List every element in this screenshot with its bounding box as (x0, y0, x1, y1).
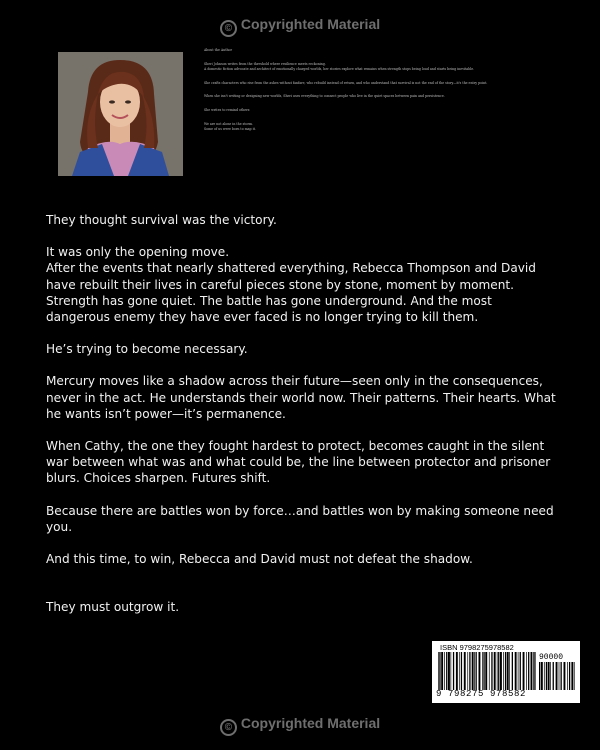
bio-paragraph: When she isn't writing or designing new worlds, Sheri uses everything to connect people who live in the quiet spaces between pain and persistence. (204, 94, 445, 99)
bio-paragraph: Sheri Johnson writes from the threshold where resilience meets reckoning. (204, 61, 326, 66)
blurb-paragraph: When Cathy, the one they fought hardest to protect, becomes caught in the silent war between what was and what could be, the line between protector and prisoner blurs. Choices sharpen. Futures shift. (46, 439, 551, 486)
watermark-text: Copyrighted Material (240, 16, 381, 32)
isbn-barcode (432, 641, 580, 703)
author-bio (204, 48, 549, 141)
bio-paragraph: She writes to remind others: (204, 107, 251, 112)
barcode-bars (438, 652, 538, 690)
bio-paragraph: A domestic fiction advocate and architect of emotionally charged worlds, her stories explore what remains when strength stops being loud and starts being inevitable. (204, 67, 475, 72)
back-cover-blurb (46, 212, 558, 631)
bio-paragraph: Some of us were born to map it. (204, 127, 256, 132)
copyright-watermark-top (0, 16, 600, 37)
blurb-paragraph: He’s trying to become necessary. (46, 342, 248, 357)
addon-barcode-bars (539, 662, 575, 690)
bio-paragraph: About the Author (204, 48, 232, 52)
bio-paragraph: We are not alone in the storm. (204, 121, 254, 126)
isbn-label: ISBN 9798275978582 (440, 643, 514, 652)
blurb-paragraph: They thought survival was the victory. (46, 213, 277, 227)
blurb-paragraph: Because there are battles won by force…and battles won by making someone need you. (46, 503, 554, 534)
blurb-paragraph: And this time, to win, Rebecca and David must not defeat the shadow. (46, 552, 473, 567)
blurb-paragraph: After the events that nearly shattered everything, Rebecca Thompson and David have rebuilt their lives in careful pieces stone by stone, moment by moment. Strength has gone quiet. The battle has gone underground. And the most dangerous enemy they have ever faced is no longer trying to kill them. (46, 261, 536, 325)
copyright-watermark-bottom (0, 715, 600, 736)
blurb-paragraph: Mercury moves like a shadow across their future—seen only in the consequences, never in the act. He understands their world now. Their patterns. Their hearts. What he wants isn’t power—it’s permanence. (46, 374, 556, 421)
watermark-text: Copyrighted Material (240, 715, 381, 731)
isbn-digits: 9 798275 978582 (436, 689, 527, 699)
price-code: 90000 (539, 653, 564, 662)
blurb-paragraph: It was only the opening move. (46, 245, 230, 260)
copyright-icon: © (220, 719, 237, 736)
bio-paragraph: She crafts characters who rise from the ashes without fanfare, who rebuild instead of return, and who understand that survival is not the end of the story—it's the entry point. (204, 80, 488, 85)
blurb-paragraph: They must outgrow it. (46, 600, 180, 615)
author-photo (58, 52, 183, 176)
copyright-icon: © (220, 20, 237, 37)
